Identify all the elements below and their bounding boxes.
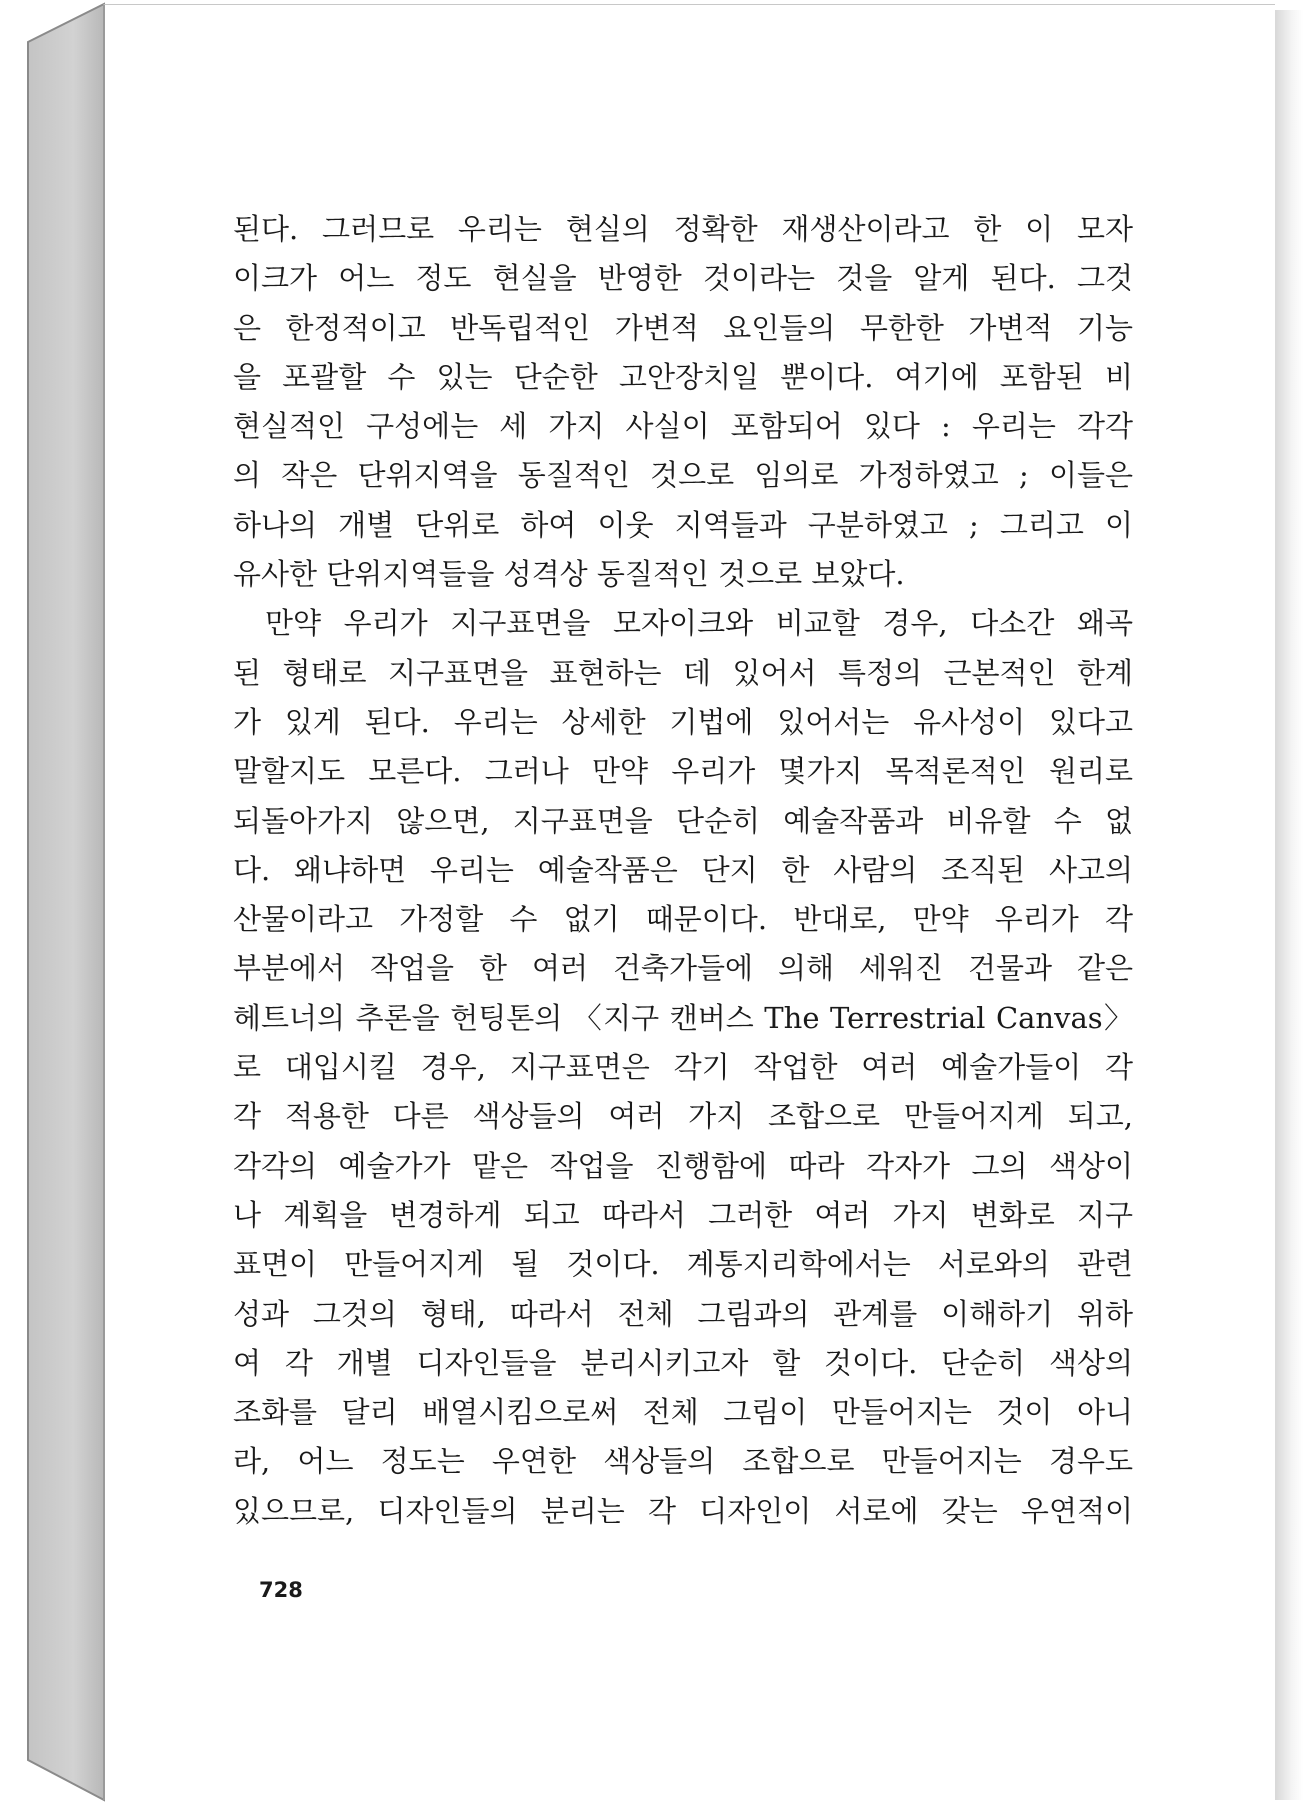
text-line: 된 형태로 지구표면을 표현하는 데 있어서 특정의 근본적인 한계 <box>233 655 1133 690</box>
text-line: 은 한정적이고 반독립적인 가변적 요인들의 무한한 가변적 기능 <box>233 310 1133 345</box>
text-line: 다. 왜냐하면 우리는 예술작품은 단지 한 사람의 조직된 사고의 <box>233 852 1133 887</box>
text-line: 표면이 만들어지게 될 것이다. 계통지리학에서는 서로와의 관련 <box>233 1247 1133 1282</box>
text-line: 헤트너의 추론을 헌팅톤의 〈지구 캔버스 The Terrestrial Canvas〉 <box>233 1000 1133 1035</box>
text-line: 말할지도 모른다. 그러나 만약 우리가 몇가지 목적론적인 원리로 <box>233 754 1133 789</box>
text-line: 만약 우리가 지구표면을 모자이크와 비교할 경우, 다소간 왜곡 <box>265 606 1133 641</box>
book-spine <box>0 0 110 1806</box>
text-line: 하나의 개별 단위로 하여 이웃 지역들과 구분하였고 ; 그리고 이 <box>233 507 1133 542</box>
text-line: 되돌아가지 않으면, 지구표면을 단순히 예술작품과 비유할 수 없 <box>233 803 1133 838</box>
text-line: 각 적용한 다른 색상들의 여러 가지 조합으로 만들어지게 되고, <box>233 1099 1133 1134</box>
text-line: 부분에서 작업을 한 여러 건축가들에 의해 세워진 건물과 같은 <box>233 951 1133 986</box>
text-line: 된다. 그러므로 우리는 현실의 정확한 재생산이라고 한 이 모자 <box>233 212 1133 246</box>
text-line: 산물이라고 가정할 수 없기 때문이다. 반대로, 만약 우리가 각 <box>233 902 1133 937</box>
page-edge-shadow <box>1275 10 1303 1800</box>
text-line: 유사한 단위지역들을 성격상 동질적인 것으로 보았다. <box>233 557 905 592</box>
text-line: 을 포괄할 수 있는 단순한 고안장치일 뿐이다. 여기에 포함된 비 <box>233 359 1133 394</box>
text-line: 있으므로, 디자인들의 분리는 각 디자인이 서로에 갖는 우연적이 <box>233 1493 1133 1528</box>
text-line: 로 대입시킬 경우, 지구표면은 각기 작업한 여러 예술가들이 각 <box>233 1050 1133 1085</box>
body-text <box>233 205 1133 1536</box>
text-line: 각각의 예술가가 맡은 작업을 진행함에 따라 각자가 그의 색상이 <box>233 1148 1133 1183</box>
text-line: 조화를 달리 배열시킴으로써 전체 그림이 만들어지는 것이 아니 <box>233 1395 1133 1430</box>
text-line: 라, 어느 정도는 우연한 색상들의 조합으로 만들어지는 경우도 <box>233 1444 1133 1479</box>
text-line: 현실적인 구성에는 세 가지 사실이 포함되어 있다 : 우리는 각각 <box>233 409 1133 444</box>
text-line: 여 각 개별 디자인들을 분리시키고자 할 것이다. 단순히 색상의 <box>233 1345 1133 1380</box>
text-line: 나 계획을 변경하게 되고 따라서 그러한 여러 가지 변화로 지구 <box>233 1197 1133 1232</box>
text-line: 가 있게 된다. 우리는 상세한 기법에 있어서는 유사성이 있다고 <box>233 704 1133 739</box>
text-line: 성과 그것의 형태, 따라서 전체 그림과의 관계를 이해하기 위하 <box>233 1296 1133 1331</box>
text-line: 의 작은 단위지역을 동질적인 것으로 임의로 가정하였고 ; 이들은 <box>233 458 1133 493</box>
page-number: 728 <box>259 1578 303 1602</box>
text-line: 이크가 어느 정도 현실을 반영한 것이라는 것을 알게 된다. 그것 <box>233 261 1133 296</box>
